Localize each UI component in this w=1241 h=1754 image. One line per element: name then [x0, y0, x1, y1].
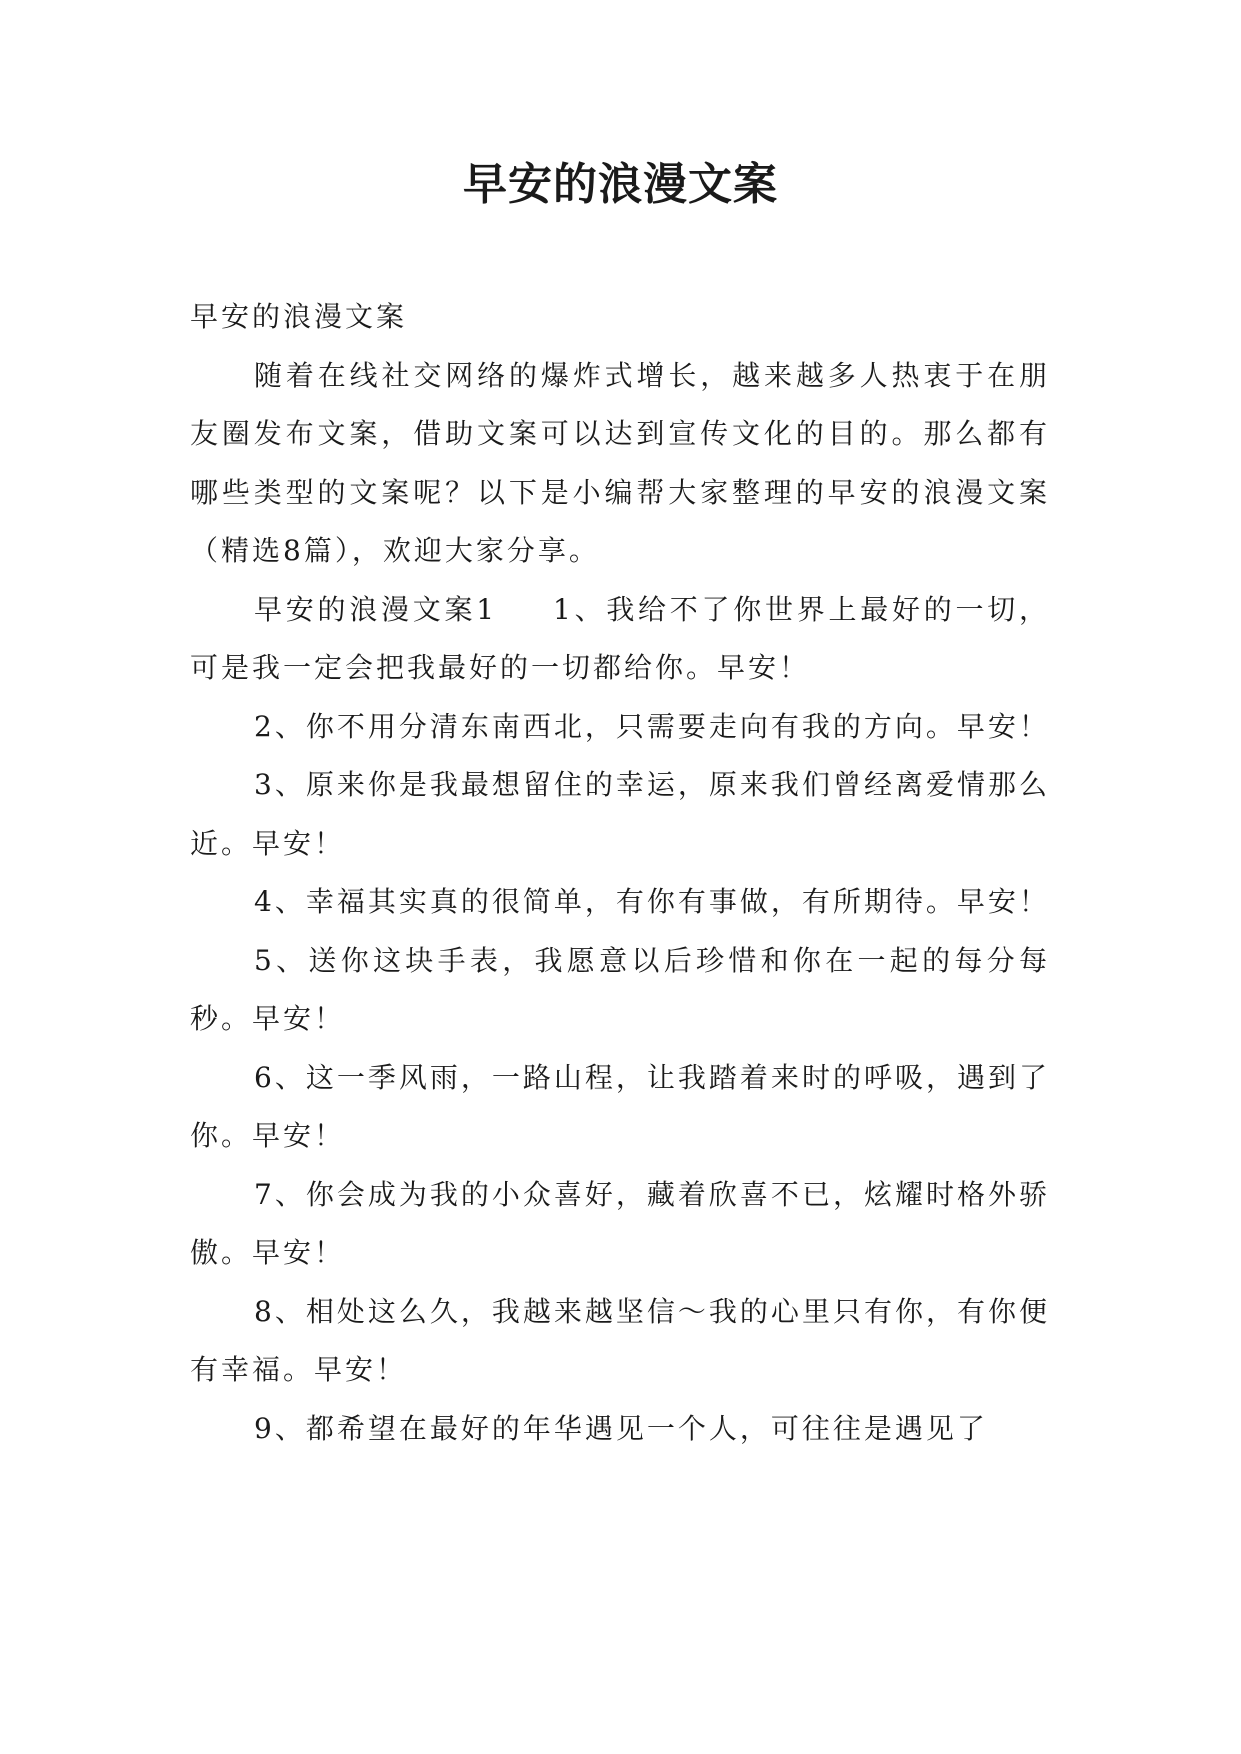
- section-paragraph: [190, 581, 1050, 698]
- list-item-3: 3、原来你是我最想留住的幸运，原来我们曾经离爱情那么近。早安！: [190, 768, 1050, 860]
- list-item-9: 9、都希望在最好的年华遇见一个人，可往往是遇见了: [254, 1411, 988, 1445]
- list-item-7: 7、你会成为我的小众喜好，藏着欣喜不已，炫耀时格外骄傲。早安！: [190, 1177, 1050, 1269]
- document-body: [190, 288, 1050, 1458]
- document-title: 早安的浪漫文案: [463, 159, 778, 210]
- intro-paragraph: 随着在线社交网络的爆炸式增长，越来越多人热衷于在朋友圈发布文案，借助文案可以达到宣传文化的目的。那么都有哪些类型的文案呢？以下是小编帮大家整理的早安的浪漫文案（精选8篇），欢迎大家分享。: [190, 358, 1050, 567]
- subtitle-paragraph: 早安的浪漫文案: [190, 300, 408, 333]
- section-heading: 早安的浪漫文案1: [254, 592, 498, 626]
- list-item-8: 8、相处这么久，我越来越坚信～我的心里只有你，有你便有幸福。早安！: [190, 1294, 1050, 1386]
- list-item-5: 5、送你这块手表，我愿意以后珍惜和你在一起的每分每秒。早安！: [190, 943, 1050, 1035]
- list-item-1: 1、我给不了你世界上最好的一切，可是我一定会把我最好的一切都给你。早安！: [190, 592, 1050, 684]
- list-item-6: 6、这一季风雨，一路山程，让我踏着来时的呼吸，遇到了你。早安！: [190, 1060, 1050, 1152]
- list-item-4: 4、幸福其实真的很简单，有你有事做，有所期待。早安！: [254, 885, 1050, 918]
- list-item-2: 2、你不用分清东南西北，只需要走向有我的方向。早安！: [254, 709, 1050, 743]
